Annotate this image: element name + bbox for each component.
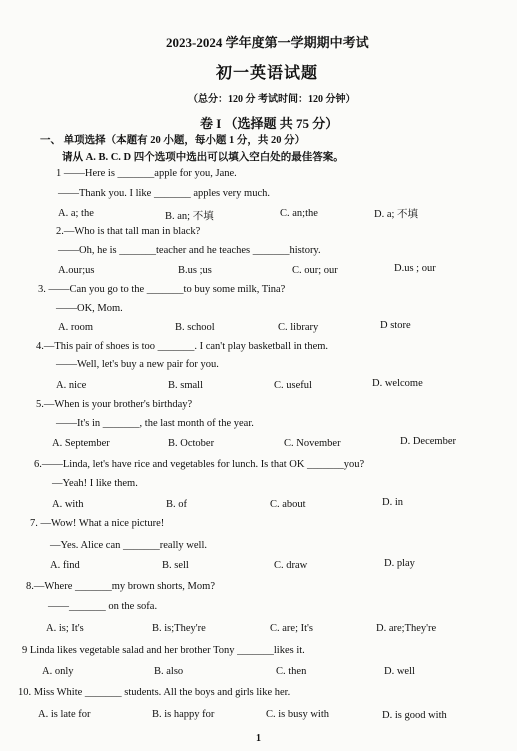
question-stem: 6.——Linda, let's have rice and vegetables for lunch. Is that OK _______you?	[34, 459, 365, 470]
page-number: 1	[256, 733, 261, 744]
option-d: D.us ; our	[394, 263, 436, 274]
question-stem: 8.—Where _______my brown shorts, Mom?	[26, 581, 215, 592]
option-d: D. play	[384, 558, 415, 569]
option-b: B. also	[154, 666, 184, 677]
option-a: A. find	[50, 560, 80, 571]
option-b: B. small	[168, 380, 204, 391]
option-d: D. is good with	[382, 710, 447, 721]
option-d: D. welcome	[372, 378, 423, 389]
question-stem: ——OK, Mom.	[56, 303, 123, 314]
option-d: D. in	[382, 497, 403, 508]
option-c: C. about	[270, 499, 306, 510]
option-a: A. room	[58, 322, 93, 333]
question-stem: 4.—This pair of shoes is too _______. I can't play basketball in them.	[36, 341, 329, 352]
option-d: D. are;They're	[376, 623, 437, 634]
part-instruction: 请从 A. B. C. D 四个选项中选出可以填入空白处的最佳答案。	[62, 152, 344, 163]
option-c: C. is busy with	[266, 709, 330, 720]
question-stem: —Yeah! I like them.	[52, 478, 138, 489]
year-title: 2023-2024 学年度第一学期期中考试	[166, 35, 369, 50]
option-a: A. with	[52, 499, 84, 510]
option-a: A. September	[52, 438, 110, 449]
option-d: D. December	[400, 436, 456, 447]
question-stem: —Yes. Alice can _______really well.	[50, 540, 207, 551]
option-d: D. a; 不填	[374, 209, 419, 220]
part-heading: 一、 单项选择（本题有 20 小题，每小题 1 分，共 20 分）	[40, 135, 306, 146]
question-stem: 2.—Who is that tall man in black?	[56, 226, 201, 237]
option-c: C. are; It's	[270, 623, 314, 634]
option-c: C. then	[276, 666, 307, 677]
option-c: C. draw	[274, 560, 308, 571]
option-a: A.our;us	[58, 265, 95, 276]
exam-info: （总分：120 分 考试时间：120 分钟）	[188, 94, 356, 105]
question-stem: ——Well, let's buy a new pair for you.	[56, 359, 219, 370]
option-d: D store	[380, 320, 411, 331]
question-stem: ——Oh, he is _______teacher and he teaches _______history.	[58, 245, 321, 256]
option-d: D. well	[384, 666, 415, 677]
option-b: B. sell	[162, 560, 189, 571]
option-c: C. our; our	[292, 265, 338, 276]
option-a: A. a; the	[58, 208, 94, 219]
question-stem: 3. ——Can you go to the _______to buy some milk, Tina?	[38, 284, 286, 295]
option-a: A. only	[42, 666, 74, 677]
question-stem: ——Thank you. I like _______ apples very much.	[58, 188, 270, 199]
option-a: A. nice	[56, 380, 87, 391]
option-b: B. school	[175, 322, 215, 333]
option-c: C. an;the	[280, 208, 318, 219]
section-title: 卷 I （选择题 共 75 分）	[200, 116, 339, 131]
option-c: C. useful	[274, 380, 312, 391]
option-c: C. library	[278, 322, 319, 333]
option-b: B.us ;us	[178, 265, 212, 276]
exam-title: 初一英语试题	[216, 65, 319, 82]
question-stem: 7. —Wow! What a nice picture!	[30, 518, 165, 529]
option-b: B. an; 不填	[165, 211, 214, 222]
option-b: B. of	[166, 499, 187, 510]
question-stem: 10. Miss White _______ students. All the boys and girls like her.	[18, 687, 291, 698]
option-b: B. is;They're	[152, 623, 206, 634]
question-stem: ——It's in _______, the last month of the year.	[56, 418, 254, 429]
option-c: C. November	[284, 438, 341, 449]
question-stem: 1 ——Here is _______apple for you, Jane.	[56, 168, 237, 179]
question-stem: 9 Linda likes vegetable salad and her brother Tony _______likes it.	[22, 645, 305, 656]
option-a: A. is late for	[38, 709, 91, 720]
option-a: A. is; It's	[46, 623, 84, 634]
option-b: B. October	[168, 438, 215, 449]
option-b: B. is happy for	[152, 709, 215, 720]
question-stem: ——_______ on the sofa.	[48, 601, 158, 612]
question-stem: 5.—When is your brother's birthday?	[36, 399, 193, 410]
